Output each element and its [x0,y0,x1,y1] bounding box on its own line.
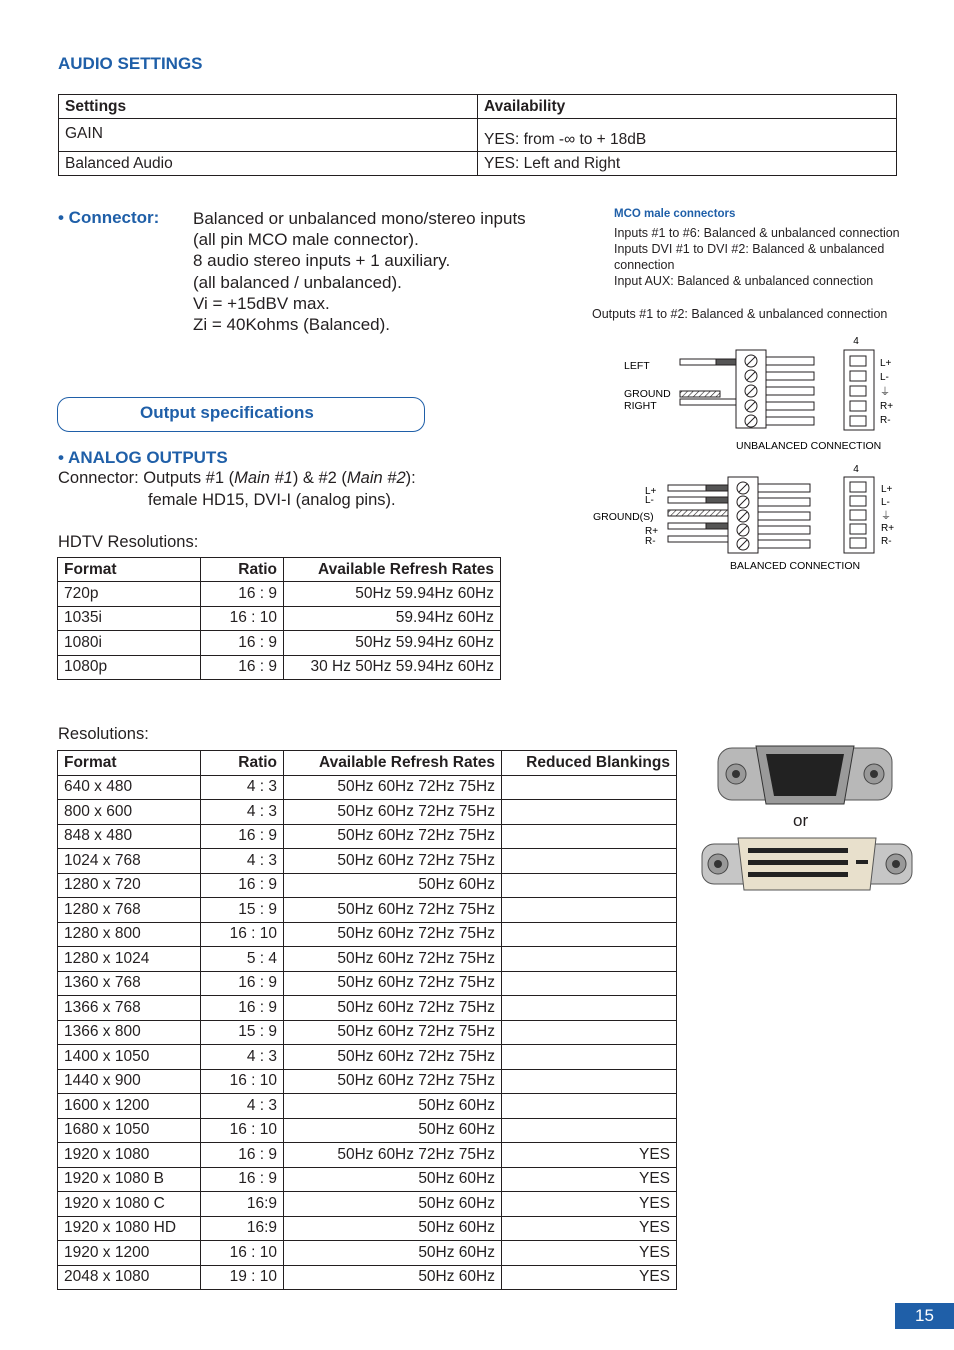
table-row [58,582,501,607]
vga-connector-image [716,740,894,808]
main-2-label: Main #2 [346,469,406,487]
table-cell: 50Hz 60Hz [284,1192,502,1217]
pin-label: R- [881,536,892,547]
table-cell: YES [502,1192,677,1217]
table-cell [502,996,677,1021]
table-cell: 4 : 3 [201,775,284,800]
table-cell: 1680 x 1050 [58,1118,201,1143]
table-cell: 59.94Hz 60Hz [284,606,501,631]
pin-label: L- [881,497,890,508]
table-cell: 16 : 10 [201,922,284,947]
table-cell: 16 : 10 [201,1069,284,1094]
pin-slots [758,484,810,548]
table-cell: 15 : 9 [201,1020,284,1045]
table-row [58,873,677,898]
table-cell: 16 : 9 [201,1167,284,1192]
table-header: Available Refresh Rates [284,751,502,776]
or-label: or [793,811,809,830]
connector-line: 8 audio stereo inputs + 1 auxiliary. [193,251,451,271]
table-cell [502,922,677,947]
table-cell: 1024 x 768 [58,849,201,874]
output-specifications-box [57,397,425,432]
table-cell: 16 : 10 [201,606,284,631]
wire-label-ground: GROUND [624,388,671,400]
table-cell: YES [502,1265,677,1290]
table-cell [502,824,677,849]
table-cell: YES [502,1241,677,1266]
mco-connector [844,477,874,553]
table-cell: 720p [58,582,201,607]
table-cell [502,1045,677,1070]
table-cell: 50Hz 60Hz 72Hz 75Hz [284,775,502,800]
mco-title: MCO male connectors [614,208,736,220]
mco-line: Inputs DVI #1 to DVI #2: Balanced & unbalanced [614,242,885,256]
text-span: Connector: Outputs #1 ( [58,469,235,487]
table-cell: YES [502,1167,677,1192]
text-span: ): [405,469,416,487]
table-row [58,631,501,656]
table-cell: 50Hz 60Hz 72Hz 75Hz [284,898,502,923]
table-cell: 1280 x 720 [58,873,201,898]
pin-label: R- [880,415,891,426]
table-cell: 50Hz 60Hz [284,1118,502,1143]
table-cell [502,898,677,923]
table-header: Settings [59,95,478,119]
table-cell: 50Hz 60Hz 72Hz 75Hz [284,996,502,1021]
table-row [58,922,677,947]
table-cell: 1366 x 768 [58,996,201,1021]
table-cell [502,971,677,996]
table-row [58,1069,677,1094]
hdtv-table [57,557,501,680]
table-header: Reduced Blankings [502,751,677,776]
table-row [58,1167,677,1192]
table-row [58,800,677,825]
resolutions-table [57,750,677,1290]
table-cell: 15 : 9 [201,898,284,923]
table-row [58,1216,677,1241]
table-cell: 50Hz 59.94Hz 60Hz [284,582,501,607]
mco-connector [844,350,874,430]
pin-label: R+ [880,401,894,412]
table-cell: 30 Hz 50Hz 59.94Hz 60Hz [284,655,501,680]
analog-outputs-heading: • ANALOG OUTPUTS [58,448,228,467]
ground-symbol-icon: ⏚ [881,511,891,522]
table-cell: 2048 x 1080 [58,1265,201,1290]
table-row [58,655,501,680]
table-header: Available Refresh Rates [284,558,501,582]
table-cell: 50Hz 60Hz [284,1094,502,1119]
output-specifications-title: Output specifications [140,403,314,422]
table-cell [502,1094,677,1119]
table-cell: 50Hz 60Hz 72Hz 75Hz [284,1143,502,1168]
pin-label: L+ [880,358,892,369]
table-row [58,775,677,800]
table-cell: 16 : 9 [201,971,284,996]
table-cell: 50Hz 60Hz 72Hz 75Hz [284,922,502,947]
balanced-wires [668,485,728,542]
connector-label: • Connector: [58,208,160,227]
table-cell: 16 : 9 [201,631,284,656]
table-cell [502,800,677,825]
pin-count-label: 4 [853,464,859,475]
table-header: Availability [478,95,897,119]
table-cell: Balanced Audio [59,152,478,176]
wire-label: GROUND(S) [593,511,654,523]
table-cell: 4 : 3 [201,849,284,874]
table-cell: 50Hz 59.94Hz 60Hz [284,631,501,656]
pin-slots [766,357,814,425]
table-cell: 16:9 [201,1192,284,1217]
table-cell: 16 : 10 [201,1118,284,1143]
table-cell: 1920 x 1080 [58,1143,201,1168]
table-row [58,898,677,923]
connector-line: (all balanced / unbalanced). [193,272,402,292]
connector-line: Vi = +15dBV max. [193,293,330,313]
table-row [58,971,677,996]
wire-left-insulation [716,359,736,365]
wire-label: L- [645,495,654,506]
table-cell [502,775,677,800]
table-cell [502,849,677,874]
table-cell: 4 : 3 [201,1045,284,1070]
wire-left [680,359,716,365]
table-cell: 50Hz 60Hz 72Hz 75Hz [284,1069,502,1094]
wire-label-left: LEFT [624,360,650,372]
table-row [58,996,677,1021]
table-row [58,1094,677,1119]
connector-line: (all pin MCO male connector). [193,230,419,250]
table-cell: 1920 x 1200 [58,1241,201,1266]
table-row [58,1265,677,1290]
table-cell: 1080i [58,631,201,656]
table-cell: 1280 x 800 [58,922,201,947]
pin-label: L+ [881,484,893,495]
table-cell: 1366 x 800 [58,1020,201,1045]
outputs-note: Outputs #1 to #2: Balanced & unbalanced connection [592,307,888,321]
table-row [58,1020,677,1045]
wire-label-right: RIGHT [624,400,657,412]
table-cell [502,1069,677,1094]
table-cell: 50Hz 60Hz 72Hz 75Hz [284,849,502,874]
pin-count-label: 4 [853,336,859,347]
table-cell: 50Hz 60Hz 72Hz 75Hz [284,1045,502,1070]
table-cell: 4 : 3 [201,1094,284,1119]
unbalanced-caption: UNBALANCED CONNECTION [736,440,882,452]
table-cell: 1400 x 1050 [58,1045,201,1070]
table-cell [502,947,677,972]
table-cell: 50Hz 60Hz [284,1265,502,1290]
table-row [58,947,677,972]
connector-description [193,208,526,335]
ground-symbol-icon: ⏚ [880,387,890,398]
table-cell: 1920 x 1080 B [58,1167,201,1192]
connector-line: Balanced or unbalanced mono/stereo inputs [193,209,526,228]
dvi-connector-image [700,834,914,894]
audio-settings-table [58,94,897,176]
table-cell: YES [502,1216,677,1241]
table-cell: 1280 x 1024 [58,947,201,972]
table-cell: 1920 x 1080 C [58,1192,201,1217]
table-cell: GAIN [59,119,478,152]
table-cell: 640 x 480 [58,775,201,800]
table-cell: 16 : 10 [201,1241,284,1266]
table-cell: 4 : 3 [201,800,284,825]
table-cell: 1035i [58,606,201,631]
table-cell: 1440 x 900 [58,1069,201,1094]
table-header: Ratio [201,558,284,582]
table-cell: 1280 x 768 [58,898,201,923]
table-cell: 16 : 9 [201,824,284,849]
table-cell: 5 : 4 [201,947,284,972]
main-1-label: Main #1 [234,469,293,487]
table-cell: 1360 x 768 [58,971,201,996]
table-row [58,824,677,849]
table-row [58,606,501,631]
text-span: ) & #2 ( [292,469,347,487]
table-header: Format [58,751,201,776]
table-cell: 50Hz 60Hz 72Hz 75Hz [284,947,502,972]
table-row [58,1045,677,1070]
terminal-screws [737,482,749,550]
analog-connector-line [58,469,416,488]
terminal-screws [745,355,757,427]
table-header: Ratio [201,751,284,776]
table-cell: 16 : 9 [201,1143,284,1168]
pin-label: L- [880,372,889,383]
table-cell: 50Hz 60Hz 72Hz 75Hz [284,800,502,825]
wire-ground [680,391,720,397]
table-cell: 16:9 [201,1216,284,1241]
table-cell [502,873,677,898]
table-row [58,1143,677,1168]
table-cell: 848 x 480 [58,824,201,849]
table-row [58,1192,677,1217]
table-cell: 1600 x 1200 [58,1094,201,1119]
wiring-diagram [590,330,910,580]
table-row [58,1118,677,1143]
wire-label: R+ [645,526,659,537]
table-cell: 50Hz 60Hz [284,1167,502,1192]
table-cell: 50Hz 60Hz 72Hz 75Hz [284,971,502,996]
wire-right [680,399,736,405]
table-cell: 16 : 9 [201,996,284,1021]
table-cell: YES: from -∞ to + 18dB [478,119,897,152]
table-cell: 50Hz 60Hz [284,1241,502,1266]
table-row [58,1241,677,1266]
table-cell: 50Hz 60Hz 72Hz 75Hz [284,1020,502,1045]
table-cell: 16 : 9 [201,582,284,607]
mco-line: Inputs #1 to #6: Balanced & unbalanced connection [614,226,900,240]
wire-label: R- [645,536,656,547]
table-header: Format [58,558,201,582]
table-cell: 50Hz 60Hz 72Hz 75Hz [284,824,502,849]
table-cell [502,1020,677,1045]
connector-line: Zi = 40Kohms (Balanced). [193,315,391,335]
pin-label: R+ [881,523,895,534]
table-cell [502,1118,677,1143]
table-cell: 800 x 600 [58,800,201,825]
mco-line: Input AUX: Balanced & unbalanced connection [614,274,874,288]
table-cell: 16 : 9 [201,873,284,898]
table-cell: 19 : 10 [201,1265,284,1290]
hdtv-caption: HDTV Resolutions: [58,533,199,551]
table-row [58,849,677,874]
table-cell: 50Hz 60Hz [284,873,502,898]
table-cell: 16 : 9 [201,655,284,680]
audio-settings-heading: AUDIO SETTINGS [58,54,203,73]
mco-line: connection [614,258,675,272]
page-number: 15 [895,1303,954,1329]
wire-label: L+ [645,486,657,497]
table-cell: YES: Left and Right [478,152,897,176]
table-cell: YES [502,1143,677,1168]
table-cell: 50Hz 60Hz [284,1216,502,1241]
table-cell: 1080p [58,655,201,680]
analog-connector-type: female HD15, DVI-I (analog pins). [148,491,396,509]
balanced-caption: BALANCED CONNECTION [730,560,861,572]
mco-description [614,225,900,289]
resolutions-caption: Resolutions: [58,725,149,743]
table-cell: 1920 x 1080 HD [58,1216,201,1241]
